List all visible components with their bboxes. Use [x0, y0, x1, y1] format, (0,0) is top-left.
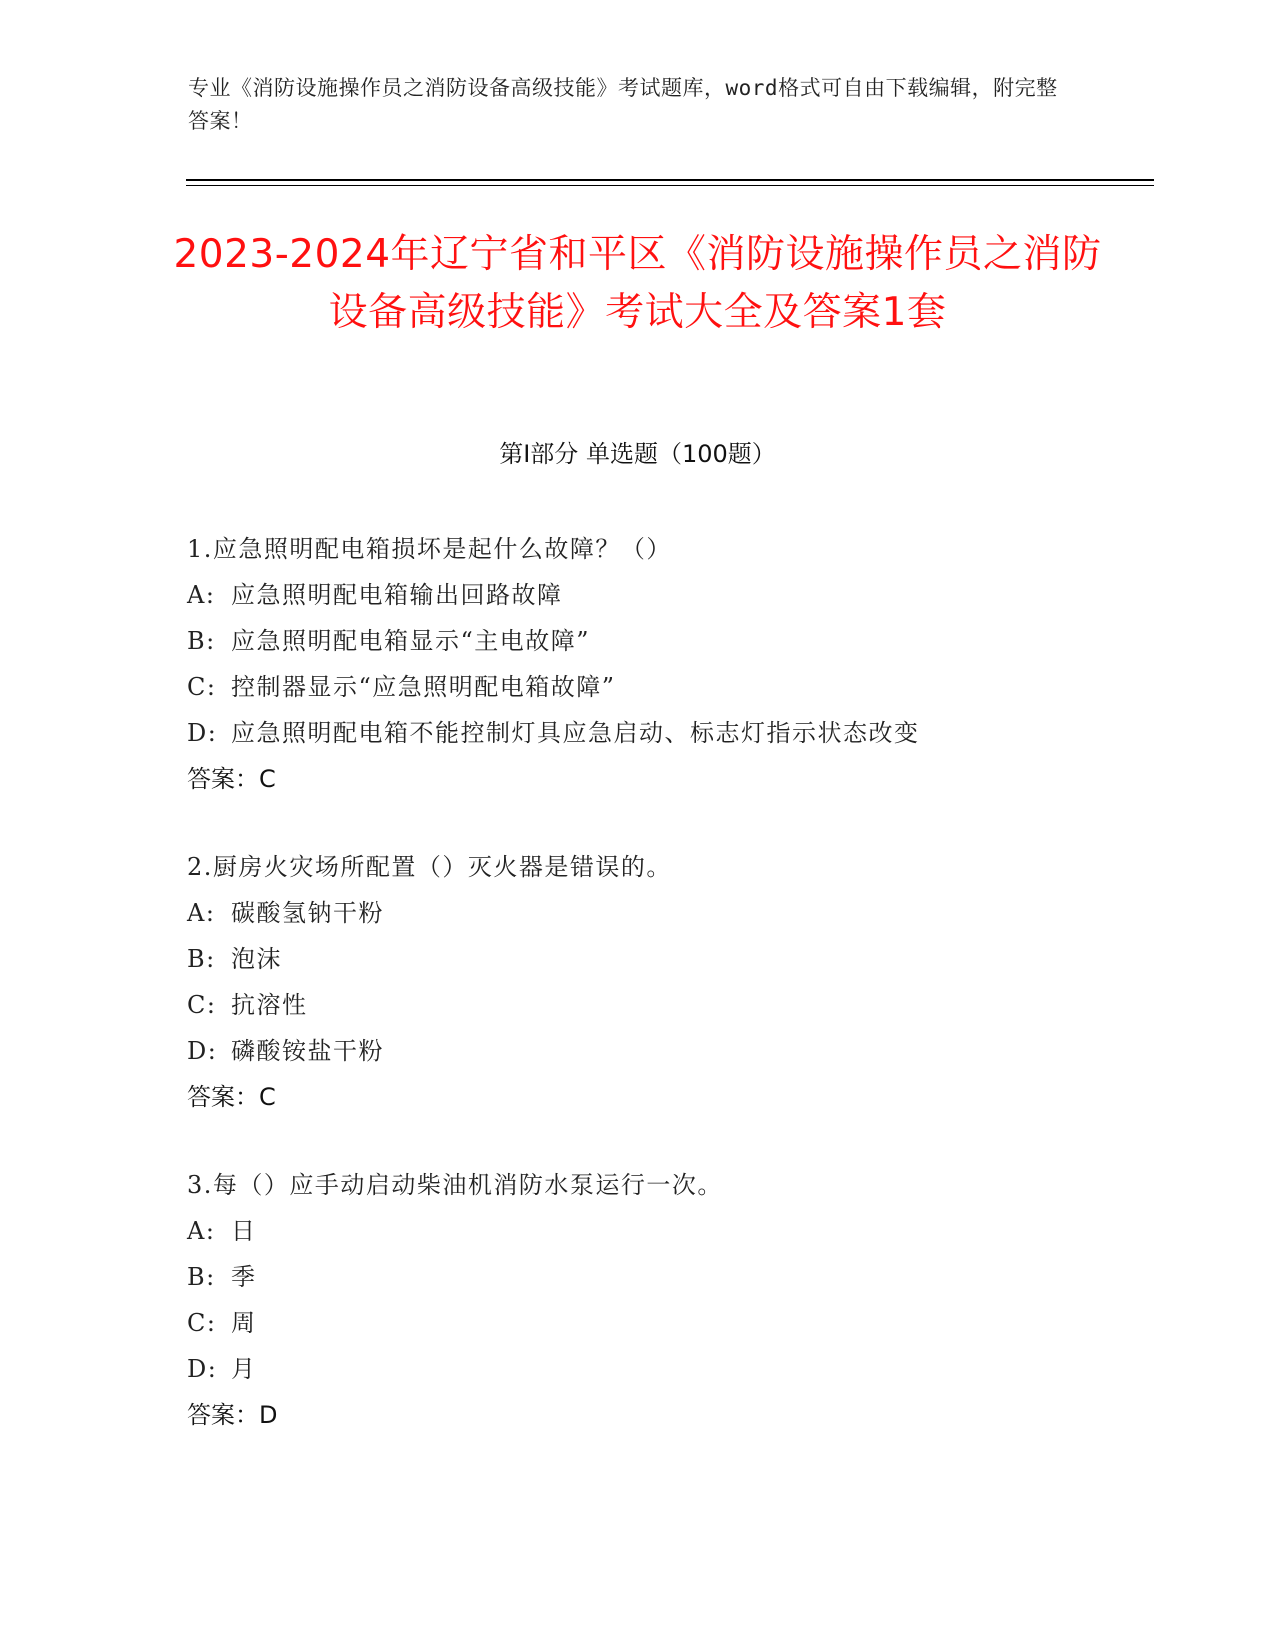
- option-text: 抗溶性: [231, 991, 308, 1019]
- option-b: [187, 1255, 1087, 1301]
- option-text: 周: [231, 1309, 257, 1337]
- option-letter: C:: [187, 673, 217, 701]
- option-a: [187, 573, 1087, 619]
- option-text: 月: [231, 1355, 257, 1383]
- option-letter: D:: [187, 1037, 218, 1065]
- option-c: [187, 983, 1087, 1029]
- question-3: [187, 1163, 1087, 1439]
- option-letter: B:: [187, 945, 216, 973]
- question-stem: 2.厨房火灾场所配置（）灭火器是错误的。: [187, 853, 672, 881]
- option-d: [187, 711, 1087, 757]
- option-letter: A:: [187, 581, 216, 609]
- question-1: [187, 527, 1087, 803]
- answer: 答案：C: [187, 1083, 276, 1111]
- answer: 答案：C: [187, 765, 276, 793]
- option-a: [187, 1209, 1087, 1255]
- option-text: 应急照明配电箱不能控制灯具应急启动、标志灯指示状态改变: [231, 719, 920, 747]
- option-text: 泡沫: [231, 945, 282, 973]
- answer: 答案：D: [187, 1401, 278, 1429]
- option-letter: C:: [187, 991, 217, 1019]
- option-a: [187, 891, 1087, 937]
- header-rule-thick: [186, 179, 1154, 181]
- option-text: 应急照明配电箱输出回路故障: [231, 581, 563, 609]
- section-title: 第I部分 单选题（100题）: [499, 440, 776, 468]
- option-text: 应急照明配电箱显示“主电故障”: [231, 627, 591, 655]
- option-letter: B:: [187, 627, 216, 655]
- option-letter: D:: [187, 1355, 218, 1383]
- document-title: 2023-2024年辽宁省和平区《消防设施操作员之消防设备高级技能》考试大全及答案1套: [173, 232, 1102, 335]
- option-letter: D:: [187, 719, 218, 747]
- option-letter: C:: [187, 1309, 217, 1337]
- option-d: [187, 1029, 1087, 1075]
- option-b: [187, 619, 1087, 665]
- question-2: [187, 845, 1087, 1121]
- option-b: [187, 937, 1087, 983]
- header-rule-thin: [186, 185, 1154, 186]
- option-text: 控制器显示“应急照明配电箱故障”: [231, 673, 616, 701]
- question-stem: 3.每（）应手动启动柴油机消防水泵运行一次。: [187, 1171, 723, 1199]
- option-letter: A:: [187, 899, 216, 927]
- option-text: 季: [231, 1263, 257, 1291]
- option-letter: B:: [187, 1263, 216, 1291]
- option-c: [187, 1301, 1087, 1347]
- option-c: [187, 665, 1087, 711]
- option-text: 磷酸铵盐干粉: [231, 1037, 384, 1065]
- document-header-note: 专业《消防设施操作员之消防设备高级技能》考试题库，word格式可自由下载编辑，附完整答案！: [188, 76, 1058, 133]
- option-text: 日: [231, 1217, 257, 1245]
- question-list: [187, 527, 1087, 1481]
- option-text: 碳酸氢钠干粉: [231, 899, 384, 927]
- question-stem: 1.应急照明配电箱损坏是起什么故障？（）: [187, 535, 672, 563]
- option-letter: A:: [187, 1217, 216, 1245]
- option-d: [187, 1347, 1087, 1393]
